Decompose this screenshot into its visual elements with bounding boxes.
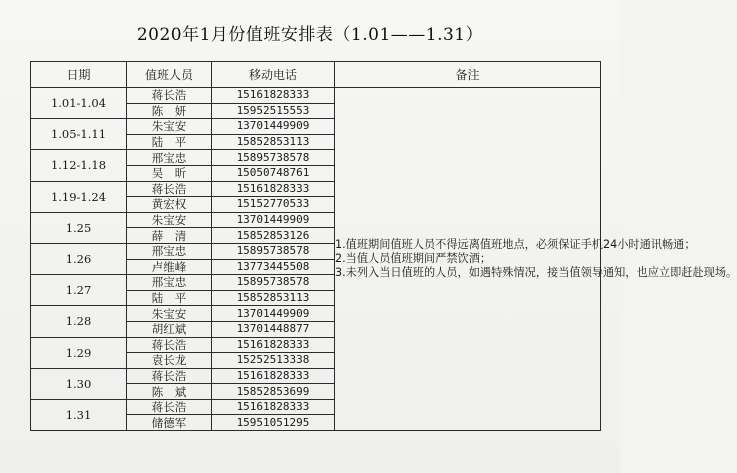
header-phone: 移动电话 [212,62,335,88]
phone-cell: 15951051295 [212,415,335,431]
staff-name-cell: 蒋长浩 [127,88,212,104]
duty-roster-table [30,61,737,431]
date-cell: 1.27 [31,275,127,306]
note-item: 2.当值人员值班期间严禁饮酒； [335,252,492,266]
phone-cell: 15161828333 [212,399,335,415]
staff-name-cell: 储德军 [127,415,212,431]
phone-cell: 15152770533 [212,197,335,213]
header-date: 日期 [31,62,127,88]
phone-cell: 15895738578 [212,150,335,166]
phone-cell: 13773445508 [212,259,335,275]
note-item: 3.未列入当日值班的人员，如遇特殊情况，接当值领导通知，也应立即赶赴现场。 [335,266,737,280]
phone-cell: 15852853113 [212,134,335,150]
staff-name-cell: 邢宝忠 [127,243,212,259]
staff-name-cell: 薛 清 [127,228,212,244]
table-row [31,88,601,104]
staff-name-cell: 蒋长浩 [127,181,212,197]
date-cell: 1.31 [31,399,127,430]
staff-name-cell: 蒋长浩 [127,368,212,384]
staff-name-cell: 陈 斌 [127,384,212,400]
staff-name-cell: 邢宝忠 [127,150,212,166]
header-staff: 值班人员 [127,62,212,88]
phone-cell: 15161828333 [212,368,335,384]
phone-cell: 15895738578 [212,243,335,259]
phone-cell: 15895738578 [212,275,335,291]
staff-name-cell: 黄宏权 [127,197,212,213]
phone-cell: 15161828333 [212,337,335,353]
staff-name-cell: 陈 妍 [127,103,212,119]
phone-cell: 15852853126 [212,228,335,244]
phone-cell: 13701449909 [212,119,335,135]
staff-name-cell: 邢宝忠 [127,275,212,291]
page-title: 2020年1月份值班安排表（1.01——1.31） [136,25,484,45]
phone-cell: 13701449909 [212,306,335,322]
notes-cell [335,88,737,431]
phone-cell: 15161828333 [212,88,335,104]
phone-cell: 15252513338 [212,353,335,369]
phone-cell: 15852853699 [212,384,335,400]
staff-name-cell: 袁长龙 [127,353,212,369]
header-row [31,62,601,88]
staff-name-cell: 蒋长浩 [127,399,212,415]
date-cell: 1.28 [31,306,127,337]
phone-cell: 13701449909 [212,212,335,228]
staff-name-cell: 吴 昕 [127,165,212,181]
staff-name-cell: 胡红斌 [127,321,212,337]
date-cell: 1.30 [31,368,127,399]
header-notes: 备注 [335,62,601,88]
staff-name-cell: 朱宝安 [127,306,212,322]
date-cell: 1.19-1.24 [31,181,127,212]
phone-cell: 13701448877 [212,321,335,337]
roster-body [31,88,737,431]
phone-cell: 15050748761 [212,165,335,181]
date-cell: 1.25 [31,212,127,243]
staff-name-cell: 朱宝安 [127,119,212,135]
staff-name-cell: 陆 平 [127,134,212,150]
date-cell: 1.29 [31,337,127,368]
note-item: 1.值班期间值班人员不得远离值班地点，必须保证手机24小时通讯畅通； [335,238,696,252]
date-cell: 1.12-1.18 [31,150,127,181]
phone-cell: 15161828333 [212,181,335,197]
phone-cell: 15952515553 [212,103,335,119]
phone-cell: 15852853113 [212,290,335,306]
date-cell: 1.01-1.04 [31,88,127,119]
staff-name-cell: 卢维峰 [127,259,212,275]
date-cell: 1.05-1.11 [31,119,127,150]
staff-name-cell: 朱宝安 [127,212,212,228]
staff-name-cell: 蒋长浩 [127,337,212,353]
date-cell: 1.26 [31,243,127,274]
staff-name-cell: 陆 平 [127,290,212,306]
